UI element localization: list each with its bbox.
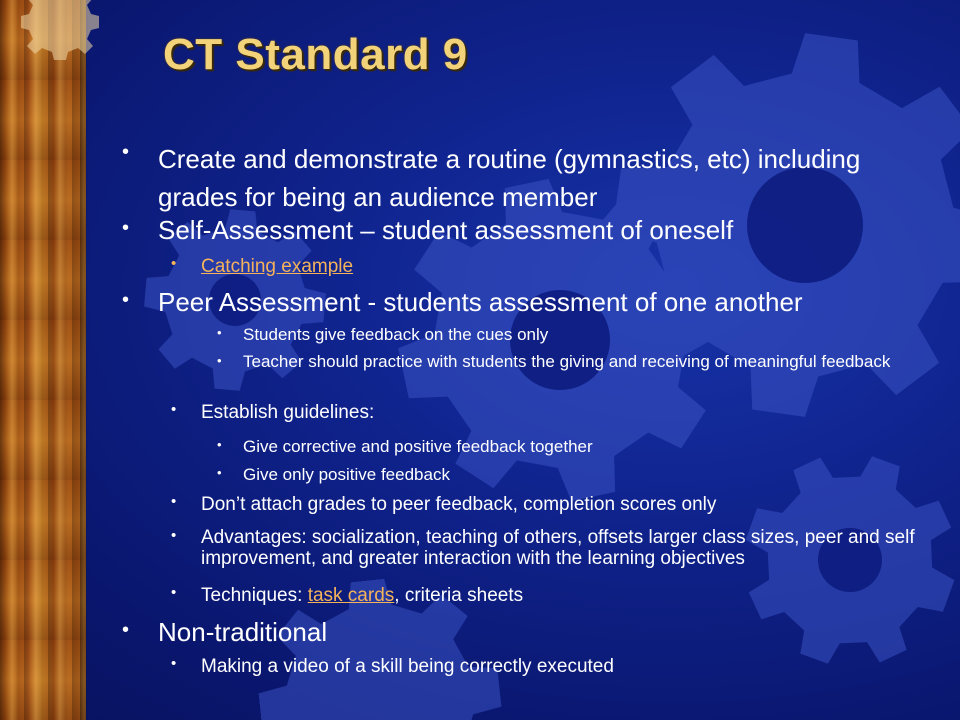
bullet-item [171, 527, 946, 570]
bullet-item [171, 255, 354, 277]
bullet-text: Self-Assessment – student assessment of oneself [158, 215, 734, 245]
bullet-item [122, 140, 878, 216]
bullet-item [122, 215, 734, 245]
bullet-text: Peer Assessment - students assessment of one another [158, 287, 803, 317]
bullet-text: Making a video of a skill being correctly executed [201, 656, 614, 677]
bullet-icon: • [171, 255, 177, 272]
bullet-icon: • [217, 465, 222, 480]
bullet-item [122, 287, 803, 317]
bullet-icon: • [217, 353, 222, 368]
bullet-text: Non-traditional [158, 617, 328, 647]
bullet-text: Create and demonstrate a routine (gymnastics, etc) including grades for being an audience member [158, 144, 861, 212]
bullet-item [171, 493, 717, 515]
bullet-item [122, 617, 328, 647]
bullet-item [171, 401, 375, 423]
techniques-suffix: , criteria sheets [394, 585, 524, 606]
bullet-item [171, 655, 614, 677]
techniques-prefix: Techniques: [201, 585, 308, 606]
bullet-item [217, 352, 893, 371]
task-cards-link[interactable]: task cards [307, 585, 395, 606]
bullet-text: Give only positive feedback [243, 465, 450, 484]
bullet-text: Give corrective and positive feedback together [243, 437, 593, 456]
bullet-text: Teacher should practice with students the giving and receiving of meaningful feedback [243, 352, 891, 371]
slide-title: CT Standard 9 [163, 30, 468, 79]
bullet-text: Students give feedback on the cues only [243, 325, 549, 344]
bullet-icon: • [217, 437, 222, 452]
bullet-icon: • [122, 289, 130, 311]
bullet-icon: • [122, 141, 130, 163]
bullet-text: Advantages: socialization, teaching of others, offsets larger class sizes, peer and self improvement, and greater interaction with the learning objectives [201, 527, 915, 569]
bullet-text: Establish guidelines: [201, 402, 375, 423]
bullet-icon: • [217, 325, 222, 340]
bullet-item [217, 465, 450, 484]
bullet-icon: • [171, 493, 177, 510]
catching-example-link[interactable]: Catching example [201, 256, 354, 277]
bullet-icon: • [122, 217, 130, 239]
bullet-item [217, 437, 593, 456]
bullet-icon: • [171, 401, 177, 418]
bullet-icon: • [171, 584, 177, 601]
bullet-icon: • [171, 527, 177, 544]
bullet-text: Don’t attach grades to peer feedback, completion scores only [201, 494, 717, 515]
bullet-icon: • [122, 619, 130, 641]
bullet-item [171, 584, 524, 606]
bullet-item [217, 325, 549, 344]
bullet-icon: • [171, 655, 177, 672]
